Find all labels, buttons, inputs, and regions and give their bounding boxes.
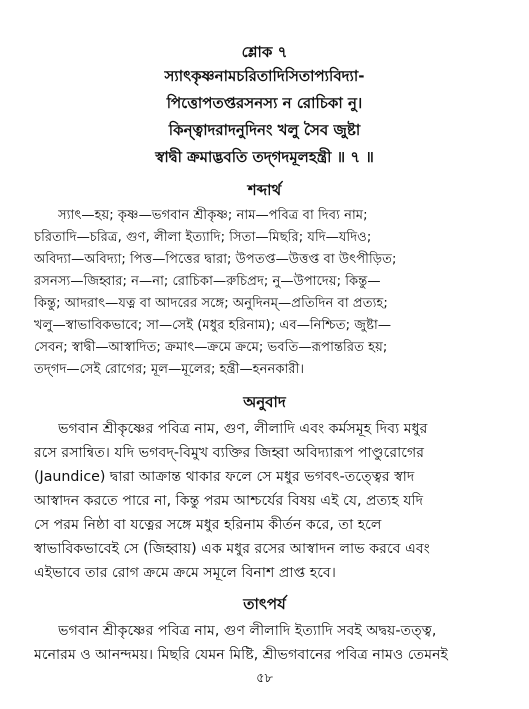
synonyms-line: সেবন; স্বাদ্বী—আস্বাদিত; ক্রমাৎ—ক্রমে ক্রমে; ভবতি—রূপান্তরিত হয়;: [34, 340, 388, 355]
synonyms-line: রসনস্য—জিহ্বার; ন—না; রোচিকা—রুচিপ্রদ; নু—উপাদেয়; কিন্তু—: [34, 274, 381, 289]
translation-line: সে পরম নিষ্ঠা বা যত্নের সঙ্গে মধুর হরিনাম কীর্তন করে, তা হলে: [34, 517, 382, 533]
translation-line: এইভাবে তার রোগ ক্রমে ক্রমে সমূলে বিনাশ প্রাপ্ত হবে।: [34, 565, 336, 581]
synonyms-line: অবিদ্যা—অবিদ্যা; পিত্ত—পিত্তের দ্বারা; উপতপ্ত—উত্তপ্ত বা উৎপীড়িত;: [34, 252, 397, 267]
verse-line: স্যাৎকৃষ্ণনামচরিতাদিসিতাপ্যবিদ্যা-: [164, 67, 365, 85]
verse-line: স্বাদ্বী ক্রমাদ্ভবতি তদ্‌গদমূলহন্ত্রী ॥ ৭ ॥: [155, 148, 374, 166]
synonyms-line: কিন্তু; আদরাৎ—যত্ন বা আদরের সঙ্গে; অনুদিনম্—প্রতিদিন বা প্রত্যহ;: [34, 296, 388, 311]
verse-heading: শ্লোক ৭: [241, 43, 288, 61]
synonyms-heading: শব্দার্থ: [247, 181, 282, 199]
translation-line: রসে রসান্বিত। যদি ভগবদ্-বিমুখ ব্যক্তির জিহ্বা অবিদ্যারূপ পাণ্ডুরোগের: [34, 445, 425, 461]
translation-line: স্বাভাবিকভাবেই সে (জিহ্বায়) এক মধুর রসের আস্বাদন লাভ করবে এবং: [34, 541, 430, 557]
translation-line: আস্বাদন করতে পারে না, কিন্তু পরম আশ্চর্যের বিষয় এই যে, প্রত্যহ যদি: [34, 493, 424, 509]
purport-heading: তাৎপর্য: [243, 595, 286, 613]
purport-line: ভগবান শ্রীকৃষ্ণের পবিত্র নাম, গুণ লীলাদি ইত্যাদি সবই অদ্বয়-তত্ত্ব,: [58, 623, 437, 639]
translation-line: (Jaundice) দ্বারা আক্রান্ত থাকার ফলে সে মধুর ভগবৎ-তত্ত্বের স্বাদ: [34, 469, 415, 485]
translation-heading: অনুবাদ: [243, 393, 286, 411]
page-number: ৫৮: [256, 671, 273, 686]
synonyms-line: স্যাৎ—হয়; কৃষ্ণ—ভগবান শ্রীকৃষ্ণ; নাম—পবিত্র বা দিব্য নাম;: [58, 208, 368, 223]
synonyms-line: চরিতাদি—চরিত্র, গুণ, লীলা ইত্যাদি; সিতা—মিছরি; যদি—যদিও;: [34, 230, 372, 245]
verse-line: কিন্ত্বাদরাদনুদিনং খলু সৈব জুষ্টা: [168, 121, 361, 139]
translation-line: ভগবান শ্রীকৃষ্ণের পবিত্র নাম, গুণ, লীলাদি এবং কর্মসমূহ দিব্য মধুর: [58, 421, 428, 437]
purport-line: মনোরম ও আনন্দময়। মিছরি যেমন মিষ্টি, শ্রীভগবানের পবিত্র নামও তেমনই: [34, 647, 448, 663]
synonyms-line: খলু—স্বাভাবিকভাবে; সা—সেই (মধুর হরিনাম); এব—নিশ্চিত; জুষ্টা—: [34, 318, 392, 333]
synonyms-line: তদ্‌গদ—সেই রোগের; মূল—মূলের; হন্ত্রী—হননকারী।: [34, 362, 305, 377]
verse-line: পিত্তোপতপ্তরসনস্য ন রোচিকা নু।: [166, 94, 363, 112]
